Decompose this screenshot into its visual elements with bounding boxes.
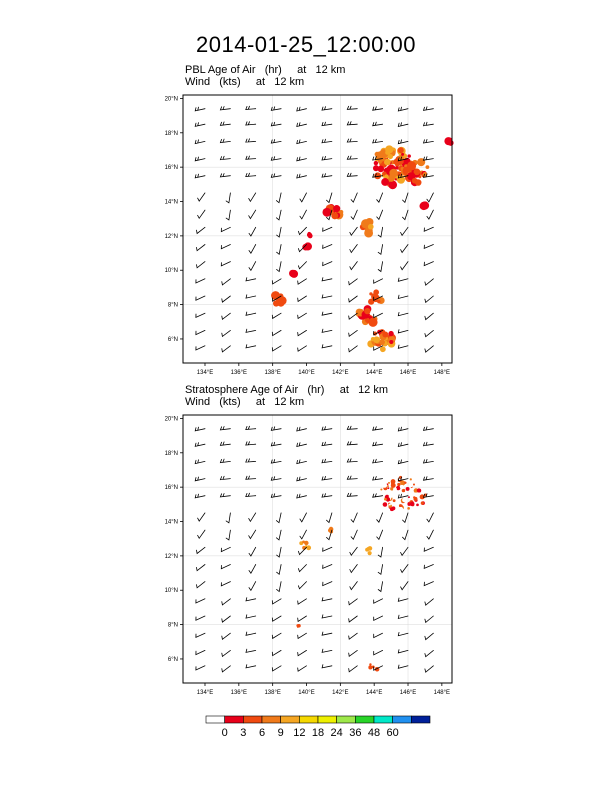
pbl-panel-header xyxy=(185,64,345,76)
age-of-air-cell xyxy=(410,502,415,507)
lat-tick-label: 8°N xyxy=(167,302,178,309)
pbl-wind-units: (kts) xyxy=(219,76,241,88)
age-of-air-cell xyxy=(426,165,430,169)
colorbar-label: 18 xyxy=(311,727,325,739)
lat-tick-label: 6°N xyxy=(167,336,178,343)
lon-tick-label: 144°E xyxy=(365,370,383,376)
age-of-air-cell xyxy=(384,159,391,166)
colorbar-bin xyxy=(206,716,225,723)
pbl-field-label: PBL Age of Air xyxy=(185,64,256,76)
age-of-air-cell xyxy=(409,483,413,487)
age-of-air-cell xyxy=(308,232,311,235)
age-of-air-cell xyxy=(395,161,400,166)
colorbar-label: 48 xyxy=(367,727,381,739)
age-of-air-cell xyxy=(389,340,393,344)
pbl-age-map xyxy=(150,88,470,378)
age-of-air-cell xyxy=(380,346,386,352)
lat-tick-label: 12°N xyxy=(164,233,178,240)
colorbar-label: 12 xyxy=(293,727,306,739)
age-of-air-cell xyxy=(380,498,384,502)
age-of-air-cell xyxy=(398,507,403,512)
colorbar-bin xyxy=(243,716,262,723)
age-of-air-cell xyxy=(388,331,393,336)
age-of-air-cell xyxy=(383,502,387,506)
lon-tick-label: 134°E xyxy=(196,690,214,696)
lat-tick-label: 14°N xyxy=(164,519,178,526)
age-of-air-cell xyxy=(393,488,397,492)
pbl-level: 12 km xyxy=(315,64,346,76)
pbl-field-units: (hr) xyxy=(264,64,282,76)
age-of-air-cell xyxy=(385,145,393,153)
age-of-air-cell xyxy=(329,527,334,532)
age-of-air-cell xyxy=(413,484,415,486)
lon-tick-label: 144°E xyxy=(365,690,383,696)
lon-tick-label: 148°E xyxy=(433,370,451,376)
age-of-air-cell xyxy=(399,504,402,507)
lon-tick-label: 138°E xyxy=(264,370,281,376)
age-of-air-cell xyxy=(386,491,389,494)
age-of-air-cell xyxy=(407,154,410,157)
lat-tick-label: 12°N xyxy=(164,553,178,560)
lat-tick-label: 16°N xyxy=(164,485,178,492)
lon-tick-label: 134°E xyxy=(196,370,214,376)
lat-tick-label: 20°N xyxy=(164,96,178,103)
age-of-air-cell xyxy=(374,161,378,165)
age-of-air-cell xyxy=(379,339,385,345)
age-of-air-cell xyxy=(406,479,410,483)
strat-level: 12 km xyxy=(358,384,389,396)
lat-tick-label: 16°N xyxy=(164,165,178,172)
age-of-air-cell xyxy=(368,224,374,230)
age-of-air-cell xyxy=(364,308,370,314)
age-of-air-cell xyxy=(389,173,395,179)
lon-tick-label: 142°E xyxy=(332,690,349,696)
age-of-air-cell xyxy=(402,489,406,493)
colorbar-bin xyxy=(225,716,244,723)
lat-tick-label: 8°N xyxy=(167,622,178,629)
age-of-air-cell xyxy=(416,503,419,506)
colorbar-label: 6 xyxy=(258,727,266,739)
pbl-level-word: at xyxy=(297,64,307,76)
strat-field-label: Stratosphere Age of Air xyxy=(185,384,299,396)
age-of-air-cell xyxy=(368,318,377,327)
age-of-air-cell xyxy=(397,483,400,486)
age-of-air-cell xyxy=(378,166,385,173)
strat-wind-units: (kts) xyxy=(219,396,241,408)
colorbar-bin xyxy=(374,716,393,723)
age-of-air-cell xyxy=(368,551,372,555)
age-of-air-cell xyxy=(388,487,390,489)
age-of-air-cell xyxy=(365,548,369,552)
colorbar-bin xyxy=(281,716,300,723)
strat-level-word: at xyxy=(339,384,349,396)
age-of-air-cell xyxy=(398,147,404,153)
strat-wind-header xyxy=(185,396,304,408)
age-of-air-cell xyxy=(412,178,418,184)
strat-wind-level-word: at xyxy=(255,396,266,408)
age-of-air-cell xyxy=(410,478,412,480)
colorbar-bin xyxy=(337,716,356,723)
age-of-air-cell xyxy=(368,665,372,669)
age-of-air-cell xyxy=(388,180,397,189)
age-of-air-cell xyxy=(391,481,395,485)
age-of-air-cell xyxy=(331,212,338,219)
colorbar-bin xyxy=(411,716,430,723)
age-of-air-cell xyxy=(382,332,388,338)
age-of-air-cell xyxy=(407,507,410,510)
strat-wind-label: Wind xyxy=(185,396,211,408)
colorbar-label: 3 xyxy=(240,727,247,739)
pbl-wind-level: 12 km xyxy=(274,76,305,88)
strat-field-units: (hr) xyxy=(307,384,325,396)
age-of-air-cell xyxy=(333,205,340,212)
colorbar-bin xyxy=(318,716,337,723)
age-of-air-cell xyxy=(388,482,390,484)
lon-tick-label: 136°E xyxy=(230,690,248,696)
age-of-air-cell xyxy=(378,160,382,164)
colorbar-label: 36 xyxy=(349,727,362,739)
age-of-air-cell xyxy=(408,496,410,498)
stratosphere-age-map xyxy=(150,408,470,698)
colorbar-label: 24 xyxy=(330,727,343,739)
age-of-air-cell xyxy=(422,203,427,208)
lat-tick-label: 10°N xyxy=(164,588,178,595)
map-background xyxy=(183,95,452,363)
age-of-air-cell xyxy=(404,477,406,479)
age-of-air-cell xyxy=(406,487,410,491)
pbl-wind-level-word: at xyxy=(255,76,266,88)
colorbar-bin xyxy=(393,716,412,723)
lon-tick-label: 138°E xyxy=(264,690,281,696)
age-of-air-cell xyxy=(404,481,406,483)
age-of-air-cell xyxy=(407,161,416,170)
colorbar-bin xyxy=(262,716,281,723)
lon-tick-label: 146°E xyxy=(399,690,417,696)
age-of-air-cell xyxy=(377,300,380,303)
age-of-air-cell xyxy=(297,626,299,628)
age-of-air-cell xyxy=(421,502,424,505)
age-of-air-cell xyxy=(372,665,375,668)
age-of-air-cell xyxy=(302,540,305,543)
age-of-air-cell xyxy=(388,154,393,159)
lon-tick-label: 146°E xyxy=(399,370,417,376)
lon-tick-label: 142°E xyxy=(332,370,349,376)
age-of-air-cell xyxy=(380,488,382,490)
strat-wind-level: 12 km xyxy=(274,396,305,408)
age-of-air-cell xyxy=(378,151,382,155)
colorbar-bin xyxy=(299,716,318,723)
lon-tick-label: 140°E xyxy=(298,370,315,376)
lat-tick-label: 10°N xyxy=(164,268,178,275)
age-of-air-cell xyxy=(393,499,396,502)
colorbar-label: 0 xyxy=(221,727,228,739)
age-of-air-cell xyxy=(389,504,391,506)
strat-panel-header xyxy=(185,384,388,396)
lon-tick-label: 140°E xyxy=(298,690,315,696)
map-background xyxy=(183,415,452,683)
age-of-air-cell xyxy=(384,481,387,484)
lon-tick-label: 148°E xyxy=(433,690,451,696)
age-of-air-cell xyxy=(291,270,296,275)
age-of-air-cell xyxy=(387,485,389,487)
colorbar xyxy=(200,712,440,728)
colorbar-label: 9 xyxy=(277,727,284,739)
lat-tick-label: 18°N xyxy=(164,450,178,457)
colorbar-label: 60 xyxy=(386,727,399,739)
age-of-air-cell xyxy=(417,488,421,492)
lat-tick-label: 18°N xyxy=(164,130,178,137)
age-of-air-cell xyxy=(369,663,371,665)
lat-tick-label: 20°N xyxy=(164,416,178,423)
age-of-air-cell xyxy=(400,485,404,489)
age-of-air-cell xyxy=(381,178,389,186)
age-of-air-cell xyxy=(402,498,406,502)
pbl-wind-label: Wind xyxy=(185,76,211,88)
lat-tick-label: 14°N xyxy=(164,199,178,206)
colorbar-bin xyxy=(355,716,374,723)
age-of-air-cell xyxy=(373,336,380,343)
lon-tick-label: 136°E xyxy=(230,370,248,376)
figure-title: 2014-01-25_12:00:00 xyxy=(196,32,416,57)
age-of-air-cell xyxy=(390,507,394,511)
lat-tick-label: 6°N xyxy=(167,656,178,663)
age-of-air-cell xyxy=(401,153,404,156)
pbl-wind-header xyxy=(185,76,304,88)
age-of-air-cell xyxy=(384,498,387,501)
age-of-air-cell xyxy=(413,497,417,501)
